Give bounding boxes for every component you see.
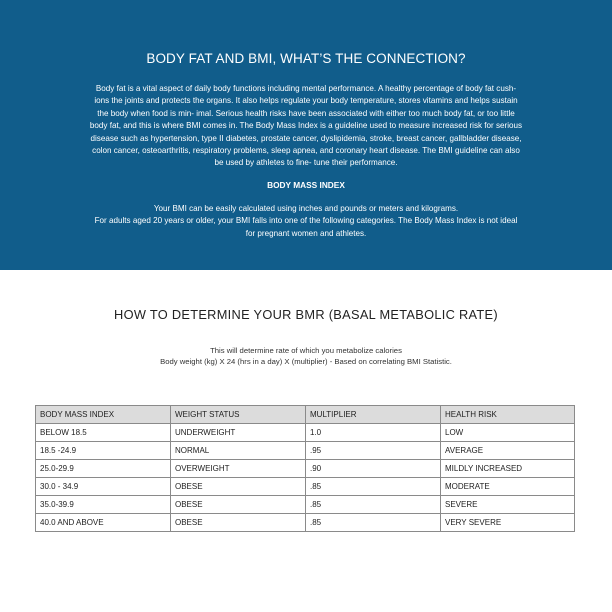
- bmr-desc-line: This will determine rate of which you metabolize calories: [210, 346, 402, 355]
- header-health-risk: HEALTH RISK: [441, 406, 575, 424]
- cell-multiplier: .85: [306, 478, 441, 496]
- table-row: [36, 424, 575, 442]
- cell-multiplier: .85: [306, 514, 441, 532]
- cell-multiplier: .95: [306, 442, 441, 460]
- header-weight-status: WEIGHT STATUS: [171, 406, 306, 424]
- cell-health-risk: SEVERE: [441, 496, 575, 514]
- paragraph-line: Body fat is a vital aspect of daily body functions including mental performance. A healthy percentage of body fat cush-: [95, 84, 517, 93]
- header-multiplier: MULTIPLIER: [306, 406, 441, 424]
- paragraph-line: body fat, and this is where BMI comes in. The Body Mass Index is a guideline used to measure increased risk for serious: [89, 121, 523, 131]
- paragraph-line: ions the joints and protects the organs. It also helps regulate your body temperature, stores vitamins and helps sustain: [94, 96, 518, 106]
- bmr-title: HOW TO DETERMINE YOUR BMR (BASAL METABOLIC RATE): [114, 307, 498, 322]
- bmi-line: Your BMI can be easily calculated using inches and pounds or meters and kilograms.: [153, 204, 459, 213]
- cell-weight-status: OBESE: [171, 478, 306, 496]
- cell-bmi: 30.0 - 34.9: [36, 478, 171, 496]
- bmr-desc-line: Body weight (kg) X 24 (hrs in a day) X (multiplier) - Based on correlating BMI Statistic.: [160, 357, 452, 366]
- table-row: [36, 478, 575, 496]
- panel-title: BODY FAT AND BMI, WHAT’S THE CONNECTION?: [146, 51, 466, 66]
- cell-bmi: BELOW 18.5: [36, 424, 171, 442]
- paragraph-line: be used by athletes to fine- tune their performance.: [214, 158, 398, 168]
- cell-multiplier: .85: [306, 496, 441, 514]
- cell-multiplier: 1.0: [306, 424, 441, 442]
- cell-health-risk: MILDLY INCREASED: [441, 460, 575, 478]
- table-row: [36, 496, 575, 514]
- paragraph-line: the body when food is min- imal. Serious health risks have been associated with either too much body fat, or too little: [97, 108, 515, 118]
- bmi-line: for pregnant women and athletes.: [245, 228, 367, 238]
- body-fat-paragraph: [36, 83, 576, 170]
- bmi-line: For adults aged 20 years or older, your BMI falls into one of the following categories. The Body Mass Index is not ideal: [94, 216, 518, 226]
- cell-bmi: 40.0 AND ABOVE: [36, 514, 171, 532]
- table-row: [36, 442, 575, 460]
- cell-health-risk: LOW: [441, 424, 575, 442]
- cell-health-risk: VERY SEVERE: [441, 514, 575, 532]
- table-row: [36, 514, 575, 532]
- cell-weight-status: NORMAL: [171, 442, 306, 460]
- table-header-row: [36, 406, 575, 424]
- cell-bmi: 35.0-39.9: [36, 496, 171, 514]
- paragraph-line: colon cancer, osteoarthritis, respiratory problems, sleep apnea, and coronary heart disease. The BMI guideline can also: [92, 146, 520, 156]
- header-body-mass-index: BODY MASS INDEX: [36, 406, 171, 424]
- cell-health-risk: AVERAGE: [441, 442, 575, 460]
- body-fat-bmi-panel: [0, 0, 612, 270]
- bmr-description: [0, 345, 612, 367]
- bmi-subheading: BODY MASS INDEX: [267, 180, 345, 190]
- cell-weight-status: UNDERWEIGHT: [171, 424, 306, 442]
- bmi-multiplier-table: [35, 405, 575, 532]
- cell-bmi: 25.0-29.9: [36, 460, 171, 478]
- cell-bmi: 18.5 -24.9: [36, 442, 171, 460]
- cell-multiplier: .90: [306, 460, 441, 478]
- cell-weight-status: OBESE: [171, 514, 306, 532]
- cell-weight-status: OVERWEIGHT: [171, 460, 306, 478]
- cell-weight-status: OBESE: [171, 496, 306, 514]
- cell-health-risk: MODERATE: [441, 478, 575, 496]
- table-row: [36, 460, 575, 478]
- bmi-paragraph: [36, 203, 576, 240]
- paragraph-line: disease such as hypertension, type II diabetes, prostate cancer, dyslipidemia, stroke, breast cancer, gallbladder disease,: [90, 133, 522, 143]
